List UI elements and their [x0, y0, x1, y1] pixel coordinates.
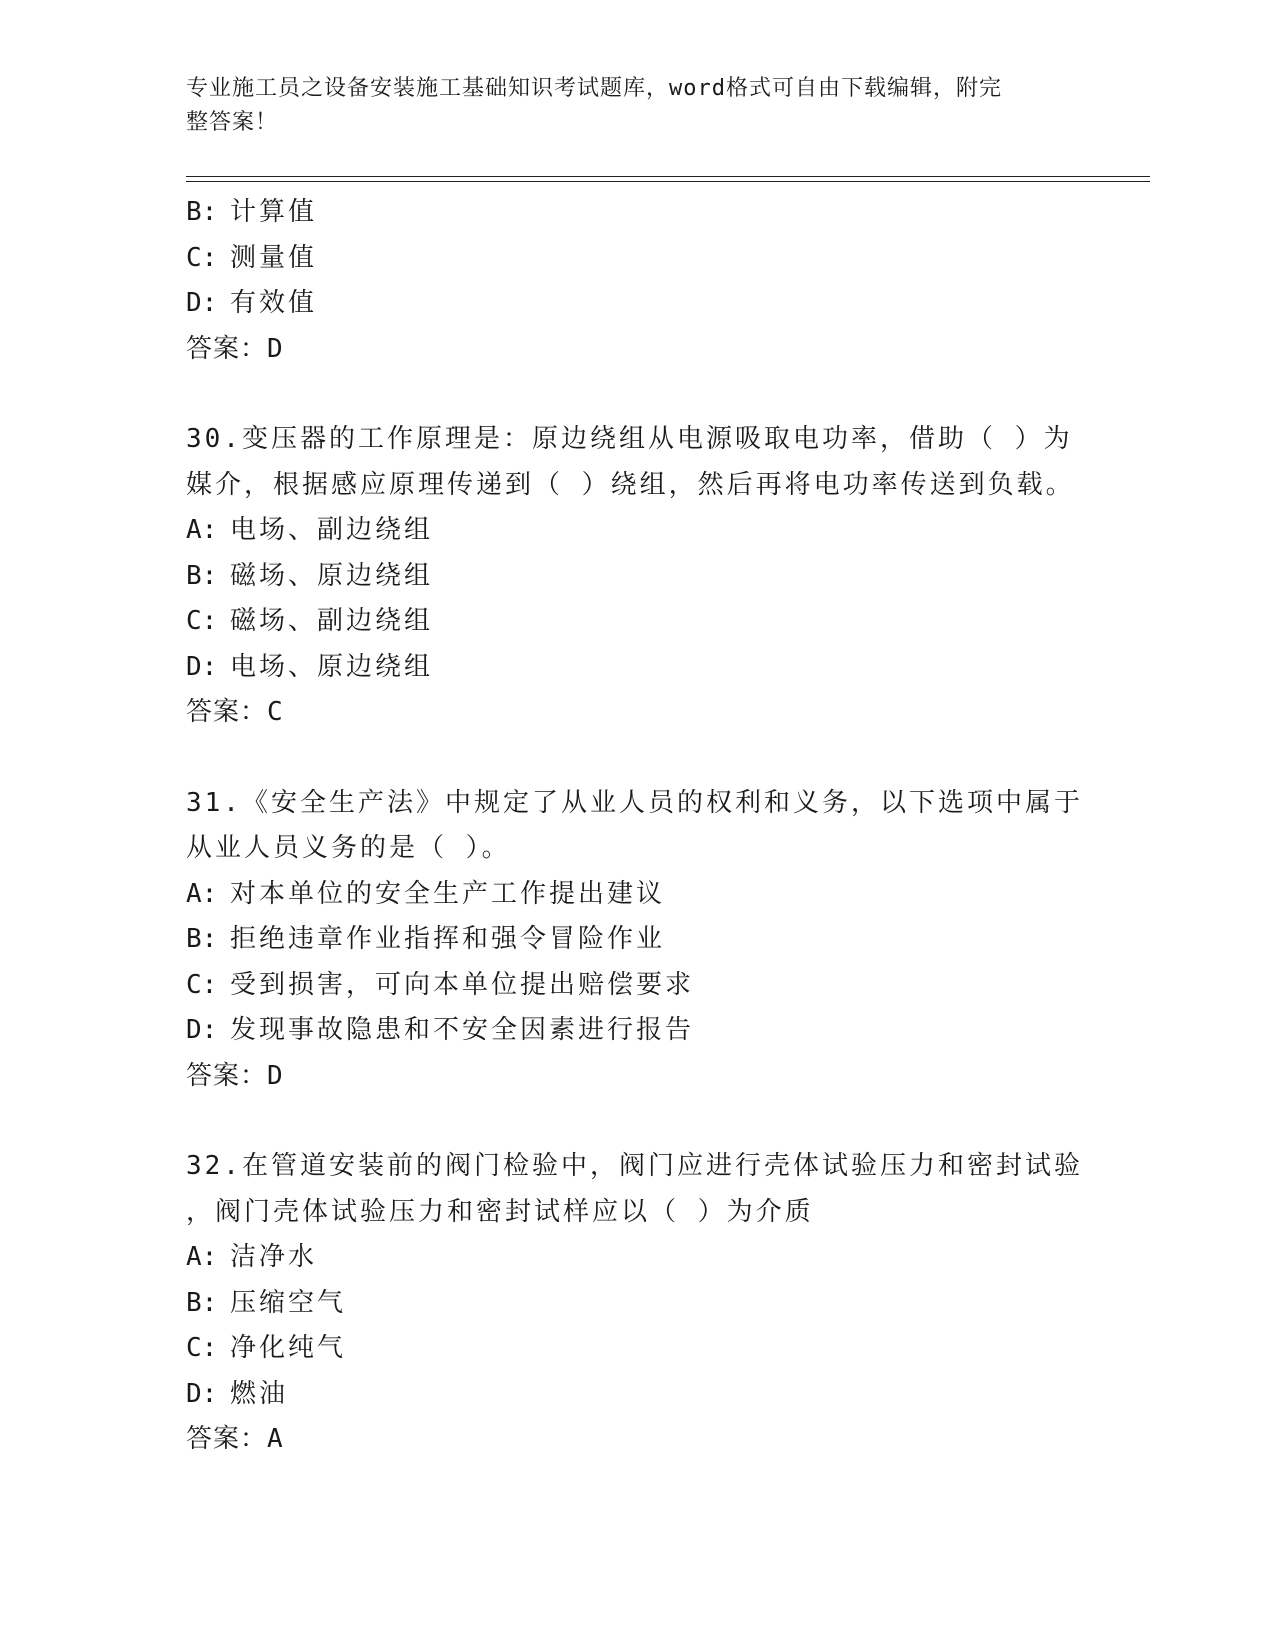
option-label: D:: [186, 288, 218, 318]
option-label: D:: [186, 651, 218, 682]
document-header: [186, 72, 1066, 140]
answer-line: [186, 327, 1086, 373]
option-text: 燃油: [230, 1378, 289, 1409]
question-stem-line-1: 32.在管道安装前的阀门检验中，阀门应进行壳体试验压力和密封试验: [186, 1151, 1083, 1181]
header-divider-top: [186, 176, 1150, 177]
option-label: C:: [186, 969, 218, 1000]
question-30: [186, 417, 1086, 736]
answer-label: 答案：: [186, 697, 268, 727]
option-text: 磁场、副边绕组: [230, 606, 434, 636]
option-a: [186, 1235, 1086, 1281]
answer-value: D: [267, 333, 284, 364]
option-text: 发现事故隐患和不安全因素进行报告: [230, 1015, 695, 1045]
option-label: A:: [186, 515, 218, 545]
answer-value: A: [267, 1424, 284, 1454]
question-31: [186, 781, 1086, 1100]
option-c: [186, 1326, 1086, 1372]
option-text: 净化纯气: [230, 1333, 347, 1363]
option-label: D:: [186, 1015, 218, 1045]
option-label: A:: [186, 878, 218, 909]
option-label: B:: [186, 1287, 218, 1318]
answer-label: 答案：: [186, 333, 268, 364]
question-stem-line-2: 媒介，根据感应原理传递到（ ）绕组，然后再将电功率传送到负载。: [186, 469, 1075, 500]
option-c: [186, 236, 1086, 282]
option-a: [186, 872, 1086, 918]
question-list: [186, 190, 1086, 1463]
option-text: 磁场、原边绕组: [230, 560, 434, 591]
question-stem-line-1: 30.变压器的工作原理是：原边绕组从电源吸取电功率，借助（ ）为: [186, 424, 1073, 454]
option-text: 拒绝违章作业指挥和强令冒险作业: [230, 924, 666, 954]
option-text: 电场、副边绕组: [230, 515, 434, 545]
option-text: 测量值: [230, 242, 318, 273]
option-label: B:: [186, 924, 218, 954]
previous-question-block: [186, 190, 1086, 372]
option-label: A:: [186, 1242, 218, 1272]
option-d: [186, 1372, 1086, 1418]
option-d: [186, 645, 1086, 691]
answer-line: [186, 1054, 1086, 1100]
option-c: [186, 599, 1086, 645]
question-stem-line-1: 31.《安全生产法》中规定了从业人员的权利和义务，以下选项中属于: [186, 787, 1083, 818]
option-a: [186, 508, 1086, 554]
option-text: 计算值: [230, 197, 318, 227]
option-label: B:: [186, 197, 218, 227]
header-title-line-2: 整答案！: [186, 110, 279, 135]
option-c: [186, 963, 1086, 1009]
option-label: C:: [186, 242, 218, 273]
answer-label: 答案：: [186, 1424, 268, 1454]
answer-line: [186, 1417, 1086, 1463]
option-b: [186, 917, 1086, 963]
option-text: 电场、原边绕组: [230, 651, 434, 682]
option-b: [186, 1281, 1086, 1327]
question-stem-line-2: ，阀门壳体试验压力和密封试样应以（ ）为介质: [186, 1196, 814, 1227]
option-label: C:: [186, 1333, 218, 1363]
option-label: D:: [186, 1378, 218, 1409]
option-text: 受到损害，可向本单位提出赔偿要求: [230, 969, 695, 1000]
option-b: [186, 554, 1086, 600]
answer-value: C: [267, 697, 284, 727]
answer-line: [186, 690, 1086, 736]
answer-value: D: [267, 1060, 284, 1091]
option-label: C:: [186, 606, 218, 636]
option-b: [186, 190, 1086, 236]
option-text: 洁净水: [230, 1242, 318, 1272]
option-text: 压缩空气: [230, 1287, 347, 1318]
answer-label: 答案：: [186, 1060, 268, 1091]
header-title-line-1: 专业施工员之设备安装施工基础知识考试题库，word格式可自由下载编辑，附完: [186, 76, 1002, 101]
header-divider-bottom: [186, 181, 1150, 182]
option-label: B:: [186, 560, 218, 591]
option-text: 有效值: [230, 288, 318, 318]
option-text: 对本单位的安全生产工作提出建议: [230, 878, 666, 909]
option-d: [186, 1008, 1086, 1054]
question-32: [186, 1144, 1086, 1463]
question-stem-line-2: 从业人员义务的是（ ）。: [186, 833, 511, 863]
option-d: [186, 281, 1086, 327]
